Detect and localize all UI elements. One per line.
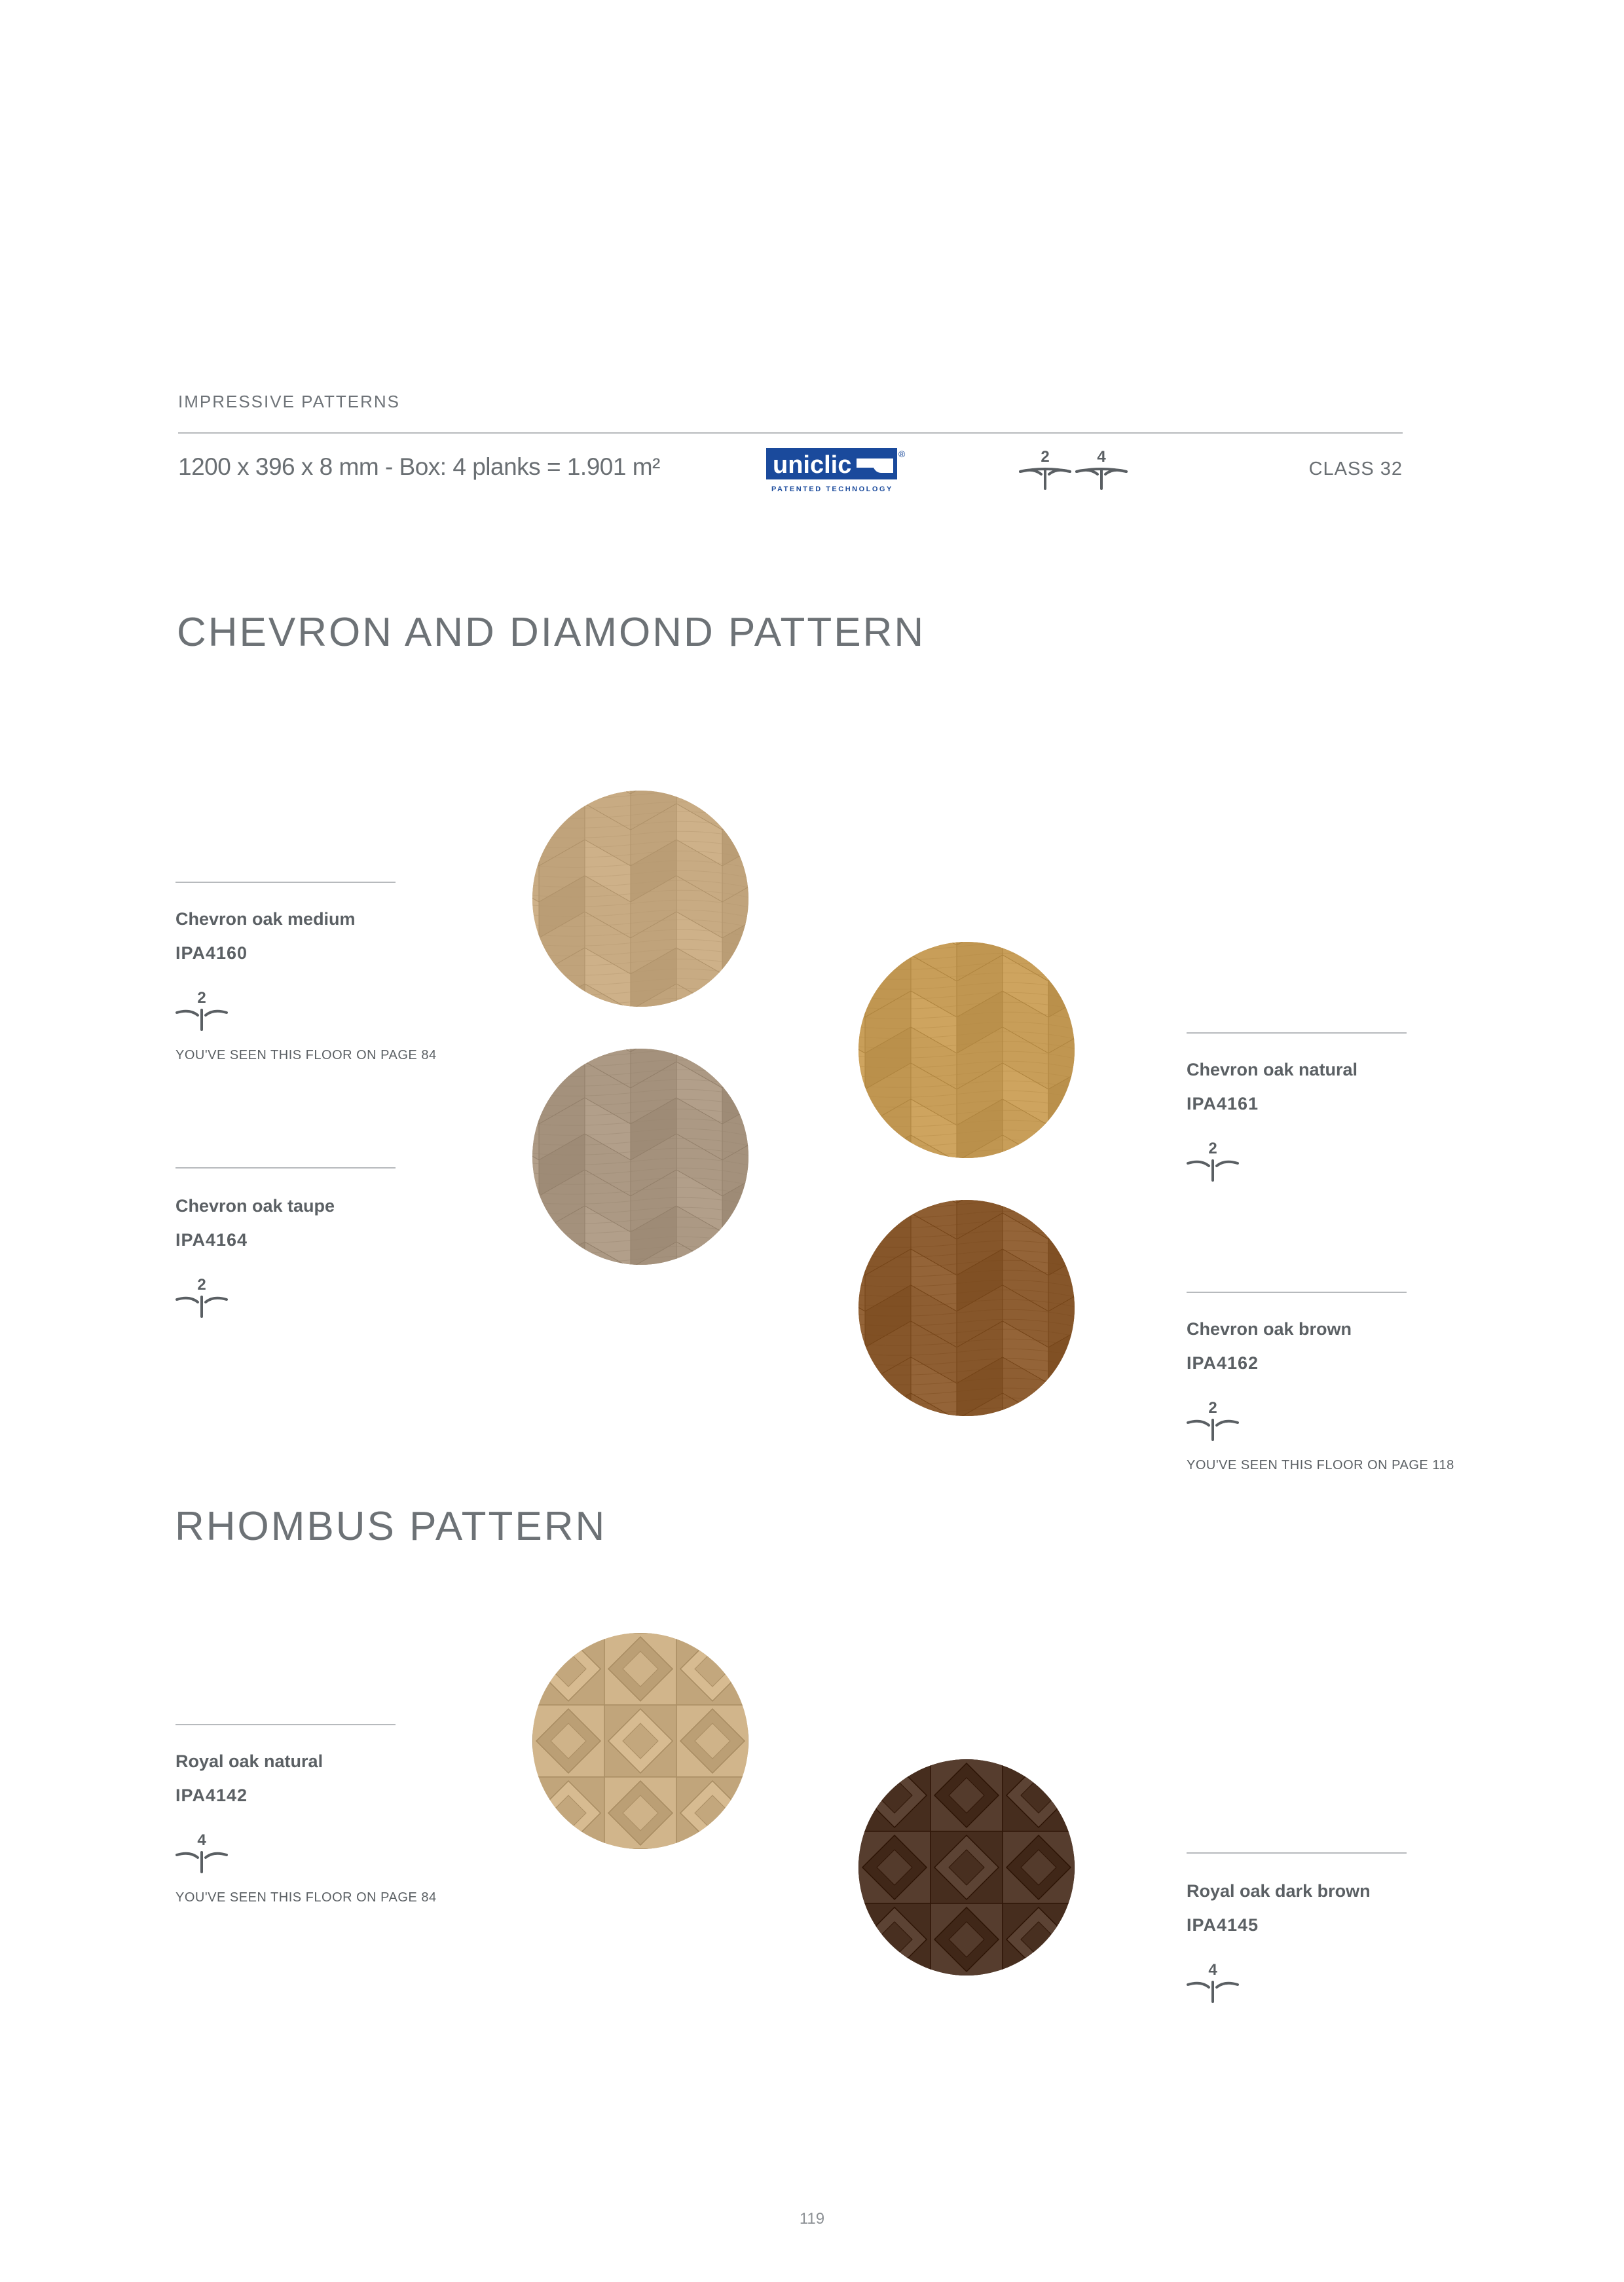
page-number: 119 <box>799 2210 825 2228</box>
floor-swatch <box>858 1200 1075 1416</box>
product-name: Chevron oak medium <box>175 909 356 929</box>
product-divider <box>1187 1292 1407 1293</box>
bevel-icon: 2 <box>1019 448 1071 493</box>
floor-swatch <box>858 1759 1075 1975</box>
product-code: IPA4160 <box>175 943 248 963</box>
section-title-chevron: CHEVRON AND DIAMOND PATTERN <box>177 610 926 655</box>
floor-swatch <box>532 791 748 1007</box>
plank-spec: 1200 x 396 x 8 mm - Box: 4 planks = 1.901 m² <box>178 453 660 480</box>
section-title-rhombus: RHOMBUS PATTERN <box>175 1504 607 1549</box>
bevel-icon: 2 <box>1187 1399 1239 1444</box>
product-divider <box>175 882 396 883</box>
floor-swatch <box>858 942 1075 1158</box>
seen-on-page-note: YOU'VE SEEN THIS FLOOR ON PAGE 84 <box>175 1048 437 1062</box>
product-code: IPA4142 <box>175 1786 248 1805</box>
bevel-icon: 4 <box>1187 1961 1239 2006</box>
bevel-icon: 2 <box>175 989 228 1034</box>
product-name: Royal oak natural <box>175 1751 323 1771</box>
bevel-icon: 4 <box>1075 448 1128 493</box>
product-divider <box>1187 1852 1407 1854</box>
floor-swatch <box>532 1633 748 1849</box>
product-divider <box>1187 1032 1407 1034</box>
product-divider <box>175 1167 396 1169</box>
product-code: IPA4145 <box>1187 1915 1259 1935</box>
bevel-legend <box>1019 448 1137 494</box>
uniclic-logo <box>765 447 906 496</box>
product-name: Chevron oak natural <box>1187 1060 1358 1079</box>
section-label: IMPRESSIVE PATTERNS <box>178 392 400 411</box>
bevel-icon: 2 <box>1187 1140 1239 1184</box>
product-code: IPA4162 <box>1187 1353 1259 1373</box>
seen-on-page-note: YOU'VE SEEN THIS FLOOR ON PAGE 84 <box>175 1890 437 1905</box>
product-name: Chevron oak taupe <box>175 1196 335 1216</box>
logo-tagline: PATENTED TECHNOLOGY <box>771 485 893 493</box>
product-code: IPA4164 <box>175 1230 248 1250</box>
bevel-icon: 4 <box>175 1831 228 1876</box>
svg-text:®: ® <box>898 449 906 459</box>
logo-wordmark: uniclic <box>773 451 852 479</box>
product-name: Chevron oak brown <box>1187 1319 1352 1339</box>
seen-on-page-note: YOU'VE SEEN THIS FLOOR ON PAGE 118 <box>1187 1458 1454 1472</box>
product-divider <box>175 1724 396 1725</box>
class-label: CLASS 32 <box>1308 458 1403 479</box>
header-divider <box>178 432 1403 434</box>
product-code: IPA4161 <box>1187 1094 1259 1113</box>
product-name: Royal oak dark brown <box>1187 1881 1371 1901</box>
floor-swatch <box>532 1049 748 1265</box>
bevel-icon: 2 <box>175 1276 228 1320</box>
